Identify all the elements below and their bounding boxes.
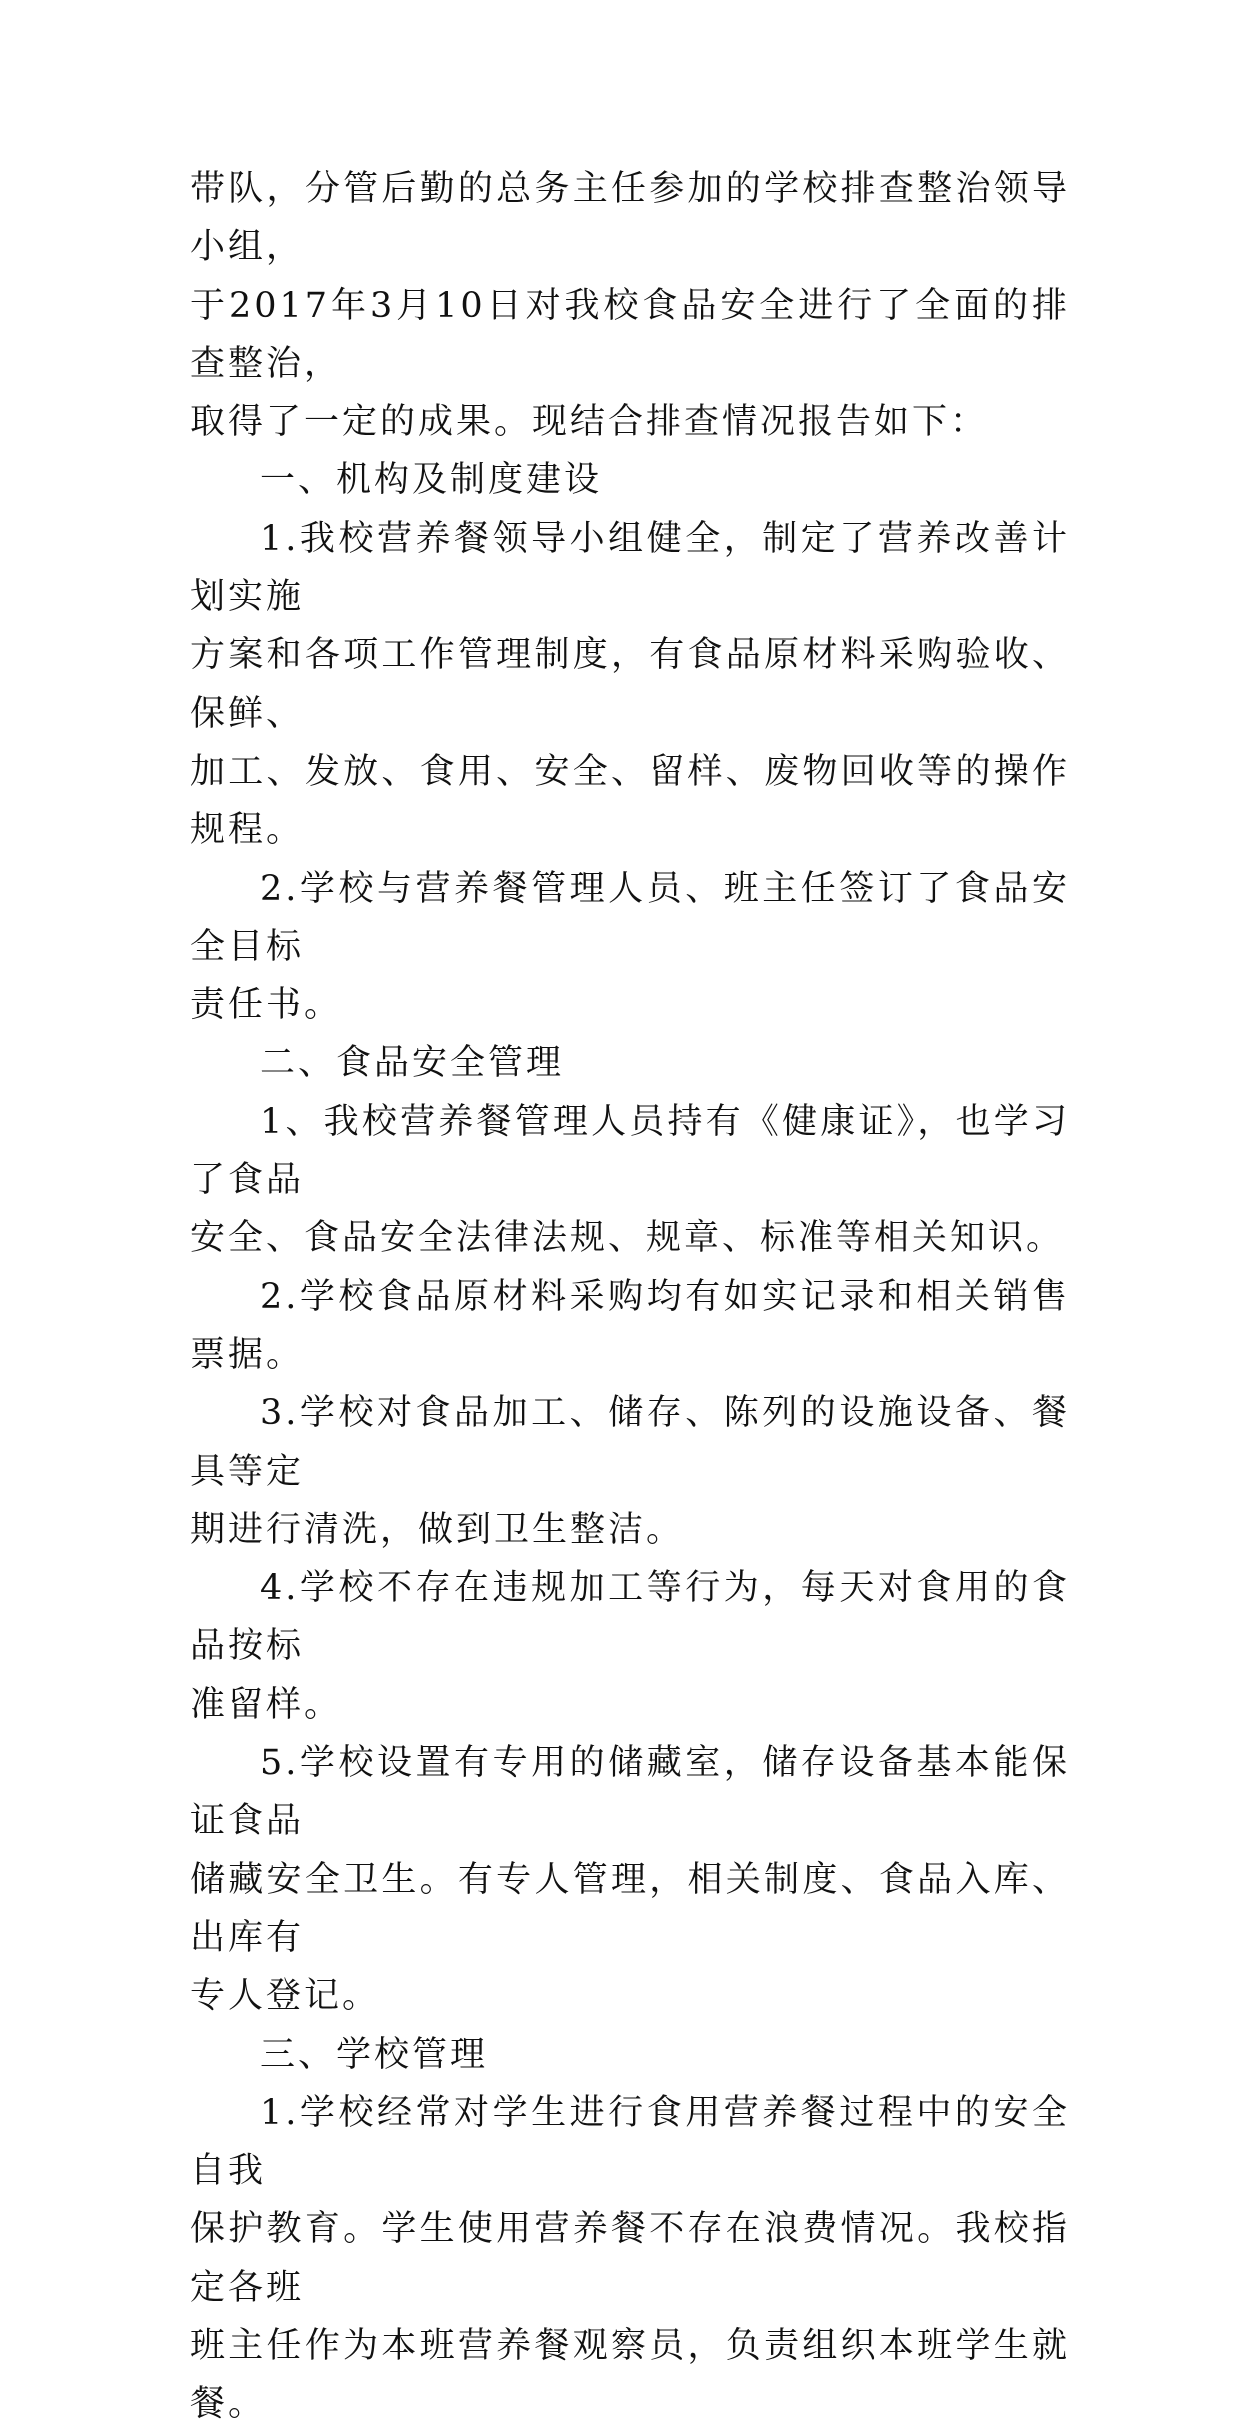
section-heading-2: 二、食品安全管理 bbox=[260, 1043, 565, 1084]
paragraph-2-5: 5.学校设置有专用的储藏室，储存设备基本能保证食品 储藏安全卫生。有专人管理，相关制度、食品入库、出库有 专人登记。 bbox=[190, 1743, 1070, 2017]
paragraph-3-1: 1.学校经常对学生进行食用营养餐过程中的安全自我 保护教育。学生使用营养餐不存在浪费情况。我校指定各班 班主任作为本班营养餐观察员，负责组织本班学生就餐。 bbox=[190, 2092, 1070, 2425]
paragraph-1-2: 2.学校与营养餐管理人员、班主任签订了食品安全目标 责任书。 bbox=[190, 868, 1070, 1026]
document-body bbox=[190, 160, 1070, 2434]
section-heading-1: 一、机构及制度建设 bbox=[260, 460, 603, 501]
paragraph-2-3: 3.学校对食品加工、储存、陈列的设施设备、餐具等定 期进行清洗，做到卫生整洁。 bbox=[190, 1393, 1070, 1550]
paragraph-2-4: 4.学校不存在违规加工等行为，每天对食用的食品按标 准留样。 bbox=[190, 1568, 1070, 1725]
paragraph-2-1: 1、我校营养餐管理人员持有《健康证》，也学习了食品 安全、食品安全法律法规、规章、标准等相关知识。 bbox=[190, 1101, 1070, 1259]
paragraph-intro: 带队，分管后勤的总务主任参加的学校排查整治领导小组， 于2017年3月10日对我校食品安全进行了全面的排查整治， 取得了一定的成果。现结合排查情况报告如下： bbox=[190, 169, 1070, 443]
section-heading-3: 三、学校管理 bbox=[260, 2034, 489, 2075]
paragraph-1-1: 1.我校营养餐领导小组健全，制定了营养改善计划实施 方案和各项工作管理制度，有食品原材料采购验收、保鲜、 加工、发放、食用、安全、留样、废物回收等的操作规程。 bbox=[190, 518, 1070, 851]
paragraph-2-2: 2.学校食品原材料采购均有如实记录和相关销售票据。 bbox=[190, 1276, 1070, 1375]
